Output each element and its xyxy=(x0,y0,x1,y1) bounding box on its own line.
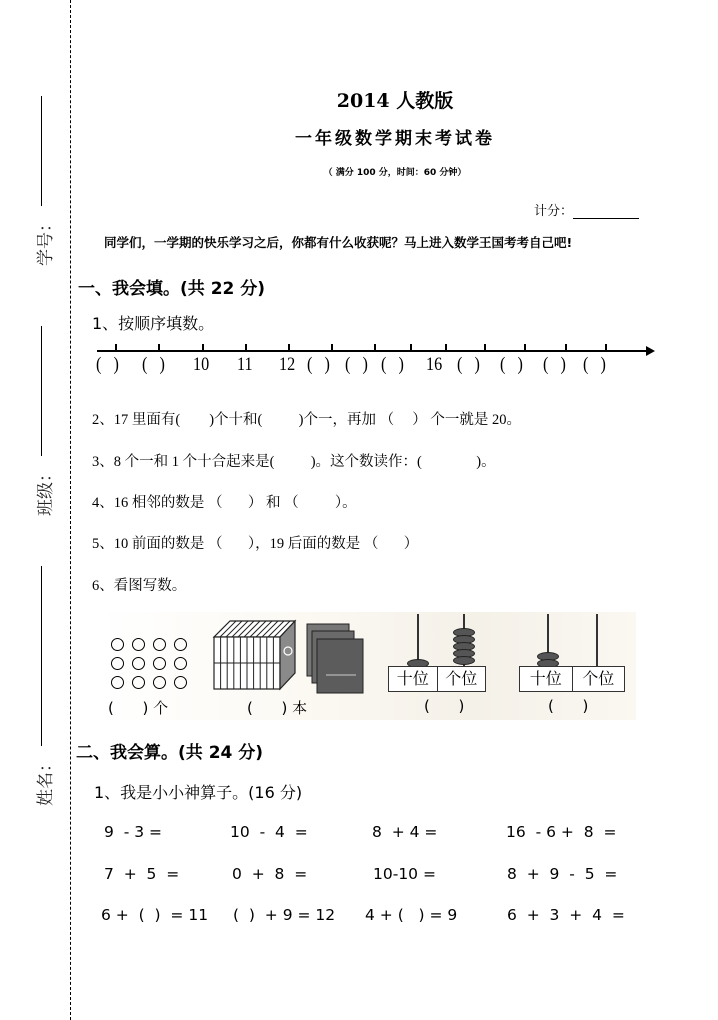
tick xyxy=(484,344,486,351)
calc-problem[interactable]: 9 - 3 = xyxy=(104,823,163,841)
tens-label: 十位 xyxy=(529,669,562,688)
tick xyxy=(331,344,333,351)
tick xyxy=(565,344,567,351)
calc-problem[interactable]: 8 + 4 = xyxy=(372,823,438,841)
tick xyxy=(445,344,447,351)
number-line-blank[interactable]: ( ) xyxy=(457,354,480,375)
abacus1-answer-blank[interactable]: ( ) xyxy=(424,697,465,715)
number-line-value: 12 xyxy=(279,354,296,375)
calc-problem[interactable]: 10-10 = xyxy=(373,865,436,883)
binding-dashed-line xyxy=(70,0,71,1020)
calc-problem[interactable]: ( ) + 9 = 12 xyxy=(233,906,336,924)
q2-text: 2、17 里面有( )个十和( )个一，再加 （ ） 个一就是 20。 xyxy=(92,412,521,428)
circles-answer-blank[interactable]: ( ) 个 xyxy=(108,699,169,717)
class-line xyxy=(41,326,42,456)
ones-label: 个位 xyxy=(572,667,625,691)
score-label: 计分： xyxy=(534,204,574,219)
score-field xyxy=(534,200,639,219)
abacus2-answer-blank[interactable]: ( ) xyxy=(548,697,589,715)
books-answer-blank[interactable]: ( ) 本 xyxy=(247,699,308,717)
q3-text: 3、8 个一和 1 个十合起来是( )。这个数读作：( )。 xyxy=(92,454,496,470)
exam-info: （ 满分 100 分，时间：60 分钟） xyxy=(323,168,467,178)
calc-problem[interactable]: 6 + 3 + 4 = xyxy=(507,906,625,924)
score-blank[interactable] xyxy=(573,204,639,219)
number-line-blank[interactable]: ( ) xyxy=(543,354,566,375)
q6-text: 6、看图写数。 xyxy=(92,578,187,594)
number-line-value: 16 xyxy=(426,354,443,375)
tick xyxy=(115,344,117,351)
calc-problem[interactable]: 16 - 6 + 8 = xyxy=(506,823,617,841)
number-line-blank[interactable]: ( ) xyxy=(96,354,119,375)
q1-text: 1、按顺序填数。 xyxy=(92,314,215,333)
number-line-blank[interactable]: ( ) xyxy=(381,354,404,375)
calc-problem[interactable]: 0 + 8 = xyxy=(232,865,308,883)
number-line-blank[interactable]: ( ) xyxy=(307,354,330,375)
name-line xyxy=(41,566,42,746)
tick xyxy=(158,344,160,351)
tick xyxy=(605,344,607,351)
calc-problem[interactable]: 10 - 4 = xyxy=(230,823,308,841)
number-line-value: 10 xyxy=(193,354,210,375)
calc-problem[interactable]: 8 + 9 - 5 = xyxy=(507,865,618,883)
tick xyxy=(410,344,412,351)
student-id-label: 学号： xyxy=(36,215,56,266)
tick xyxy=(524,344,526,351)
arrow-right-icon xyxy=(646,346,655,356)
page-subtitle: 一年级数学期末考试卷 xyxy=(295,129,495,149)
section2-heading: 二、我会算。(共 24 分) xyxy=(76,743,264,763)
number-line-value: 11 xyxy=(237,354,253,375)
calc-problem[interactable]: 7 + 5 = xyxy=(104,865,180,883)
tens-label: 十位 xyxy=(396,669,429,688)
tick xyxy=(288,344,290,351)
calc-problem[interactable]: 6 + ( ) = 11 xyxy=(101,906,209,924)
number-line-blank[interactable]: ( ) xyxy=(345,354,368,375)
name-label: 姓名： xyxy=(36,755,56,806)
q4-text: 4、16 相邻的数是 （ ） 和 （ ）。 xyxy=(92,495,357,511)
class-label: 班级： xyxy=(36,465,56,516)
section1-heading: 一、我会填。(共 22 分) xyxy=(78,279,266,299)
intro-text: 同学们，一学期的快乐学习之后，你都有什么收获呢？马上进入数学王国考考自己吧! xyxy=(104,235,573,250)
q5-text: 5、10 前面的数是 （ ），19 后面的数是 （ ） xyxy=(92,536,419,552)
calc-problem[interactable]: 4 + ( ) = 9 xyxy=(365,906,458,924)
calc-q1-text: 1、我是小小神算子。(16 分) xyxy=(94,783,303,802)
number-line-blank[interactable]: ( ) xyxy=(500,354,523,375)
tick xyxy=(245,344,247,351)
page-title: 2014 人教版 xyxy=(336,90,454,112)
ones-label: 个位 xyxy=(437,667,486,691)
number-line-blank[interactable]: ( ) xyxy=(142,354,165,375)
tick xyxy=(374,344,376,351)
number-line-blank[interactable]: ( ) xyxy=(583,354,606,375)
tick xyxy=(202,344,204,351)
